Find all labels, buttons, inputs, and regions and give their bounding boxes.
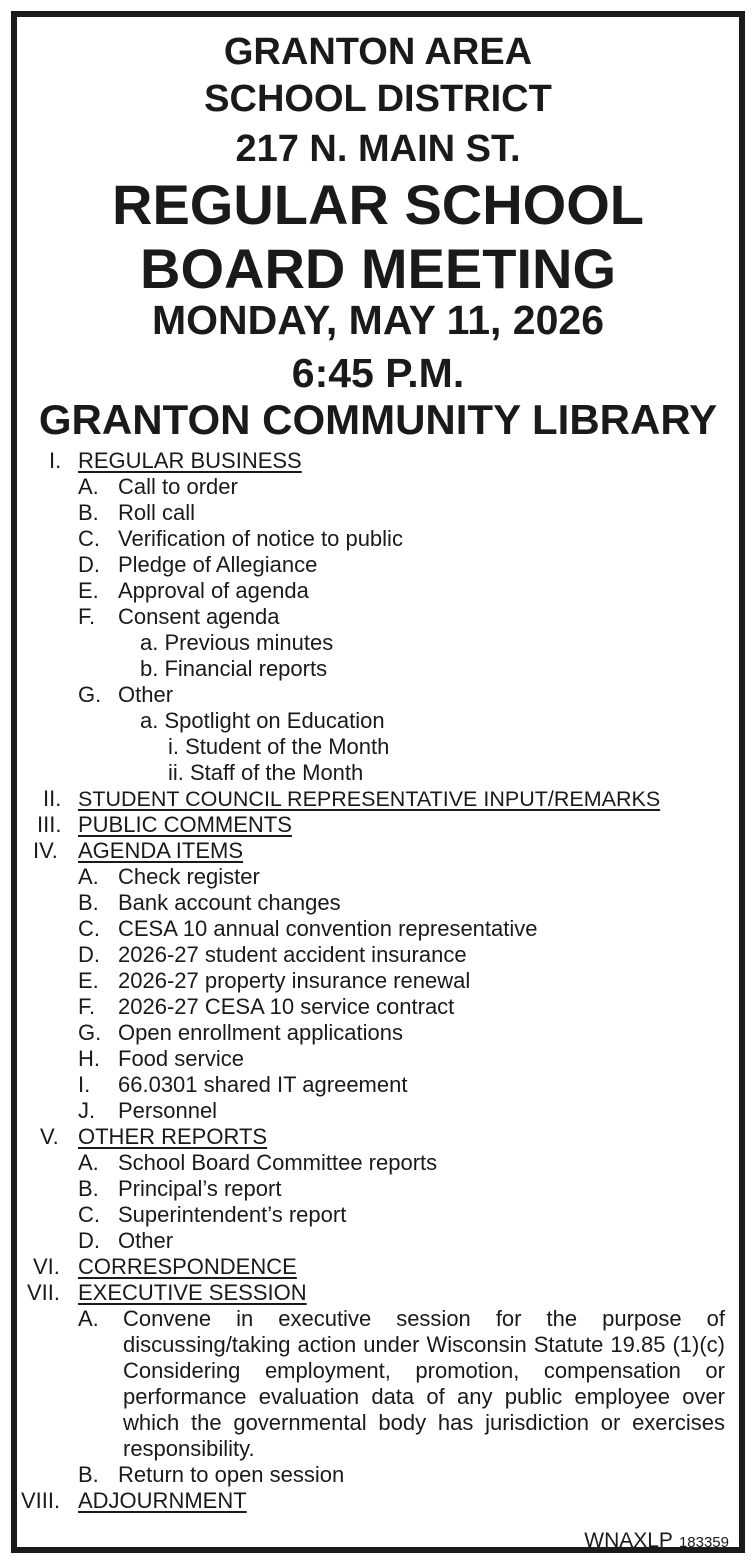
item-text: Pledge of Allegiance: [118, 552, 318, 577]
section-title: PUBLIC COMMENTS: [78, 812, 292, 837]
section-title: CORRESPONDENCE: [78, 1254, 297, 1279]
agenda-item: [17, 1020, 739, 1046]
item-letter: D.: [78, 1228, 100, 1253]
agenda-item-letter: A.: [78, 1306, 99, 1331]
agenda-section-1: [17, 448, 739, 474]
section-title: EXECUTIVE SESSION: [78, 1280, 307, 1305]
meeting-location: GRANTON COMMUNITY LIBRARY: [38, 396, 718, 443]
section-number: VIII.: [21, 1488, 61, 1513]
item-letter: J.: [78, 1098, 96, 1123]
agenda-list: [17, 17, 739, 1547]
agenda-item: [17, 1228, 739, 1254]
section-number: IV.: [33, 838, 58, 863]
item-text: Approval of agenda: [118, 578, 309, 603]
agenda-item: [17, 474, 739, 500]
item-text: Consent agenda: [118, 604, 280, 629]
item-text: CESA 10 annual convention representative: [118, 916, 538, 941]
agenda-item: [17, 994, 739, 1020]
item-text: Check register: [118, 864, 260, 889]
item-text: Roll call: [118, 500, 196, 525]
agenda-item: [17, 890, 739, 916]
agenda-subsubitem: ii. Staff of the Month: [168, 760, 364, 785]
agenda-item: [17, 500, 739, 526]
section-title: OTHER REPORTS: [78, 1124, 268, 1149]
agenda-subitem: a. Previous minutes: [140, 630, 334, 655]
item-letter: A.: [78, 1150, 99, 1175]
section-title: STUDENT COUNCIL REPRESENTATIVE INPUT/REMARKS: [78, 787, 661, 811]
agenda-item: [17, 1098, 739, 1124]
agenda-item: [17, 604, 739, 630]
header-line-board-meeting: BOARD MEETING: [140, 237, 616, 300]
item-text: Principal’s report: [118, 1176, 282, 1201]
item-letter: B.: [78, 1462, 99, 1487]
item-text: Open enrollment applications: [118, 1020, 403, 1045]
section-number: VII.: [27, 1280, 61, 1305]
item-letter: B.: [78, 500, 99, 525]
item-text: 2026-27 property insurance renewal: [118, 968, 471, 993]
legal-notice-footer: [584, 1529, 729, 1553]
item-letter: B.: [78, 890, 99, 915]
agenda-item: [17, 1072, 739, 1098]
item-letter: C.: [78, 1202, 100, 1227]
section-title: AGENDA ITEMS: [78, 838, 244, 863]
item-letter: D.: [78, 552, 100, 577]
agenda-subsubitem: i. Student of the Month: [168, 734, 390, 759]
publication-code: WNAXLP: [584, 1529, 673, 1552]
meeting-time: 6:45 P.M.: [291, 350, 465, 396]
legal-notice-frame: [11, 11, 745, 1553]
agenda-section-3: [17, 812, 739, 838]
agenda-item: [17, 526, 739, 552]
section-title: REGULAR BUSINESS: [78, 448, 302, 473]
meeting-date: MONDAY, MAY 11, 2026: [151, 297, 605, 343]
agenda-item: [17, 1462, 739, 1488]
item-letter: A.: [78, 864, 99, 889]
agenda-item: [17, 552, 739, 578]
agenda-section-7: [17, 1280, 739, 1306]
agenda-item: [17, 1046, 739, 1072]
agenda-section-8: [17, 1488, 739, 1514]
header-line-address: 217 N. MAIN ST.: [235, 128, 521, 170]
agenda-item: [17, 1202, 739, 1228]
agenda-item: [17, 968, 739, 994]
item-text: Call to order: [118, 474, 238, 499]
item-letter: C.: [78, 526, 100, 551]
agenda-subitem: b. Financial reports: [140, 656, 328, 681]
item-letter: E.: [78, 968, 99, 993]
item-letter: B.: [78, 1176, 99, 1201]
item-letter: G.: [78, 682, 102, 707]
item-letter: E.: [78, 578, 99, 603]
item-text: Verification of notice to public: [118, 526, 403, 551]
item-text: 2026-27 CESA 10 service contract: [118, 994, 455, 1019]
item-text: Personnel: [118, 1098, 218, 1123]
agenda-item: [17, 916, 739, 942]
item-letter: C.: [78, 916, 100, 941]
section-number: V.: [40, 1124, 59, 1149]
agenda-section-2: [17, 786, 739, 812]
item-text: 2026-27 student accident insurance: [118, 942, 467, 967]
ad-number: 183359: [678, 1534, 729, 1551]
agenda-section-4: [17, 838, 739, 864]
item-letter: D.: [78, 942, 100, 967]
agenda-item: [17, 864, 739, 890]
executive-session-paragraph: Convene in executive session for the purpose of discussing/taking action under Wisconsin Statute 19.85 (1)(c) Considering employment, promotion, compensation or performance evaluation data of any public employee over which the governmental body has jurisdiction or exercises responsibility.: [123, 1306, 725, 1461]
agenda-section-5: [17, 1124, 739, 1150]
item-letter: F.: [78, 994, 96, 1019]
item-letter: F.: [78, 604, 96, 629]
section-number: VI.: [33, 1254, 60, 1279]
section-number: III.: [37, 812, 62, 837]
section-title: ADJOURNMENT: [78, 1488, 247, 1513]
header-line-district-name: GRANTON AREA: [223, 31, 533, 73]
header-line-school-district: SCHOOL DISTRICT: [204, 78, 552, 120]
header-line-meeting-type: REGULAR SCHOOL: [112, 173, 644, 236]
agenda-item: [17, 578, 739, 604]
item-letter: G.: [78, 1020, 102, 1045]
item-text: Return to open session: [118, 1462, 345, 1487]
item-text: Bank account changes: [118, 890, 341, 915]
section-number: II.: [43, 786, 62, 811]
agenda-section-6: [17, 1254, 739, 1280]
item-text: Other: [118, 682, 174, 707]
item-letter: I.: [78, 1072, 91, 1097]
agenda-item: [17, 1176, 739, 1202]
item-text: Superintendent’s report: [118, 1202, 347, 1227]
item-text: School Board Committee reports: [118, 1150, 438, 1175]
item-letter: A.: [78, 474, 99, 499]
item-text: 66.0301 shared IT agreement: [118, 1072, 408, 1097]
item-letter: H.: [78, 1046, 100, 1071]
agenda-item: [17, 1150, 739, 1176]
agenda-item: [17, 942, 739, 968]
section-number: I.: [49, 448, 62, 473]
agenda-item: [17, 682, 739, 708]
item-text: Other: [118, 1228, 174, 1253]
agenda-subitem: a. Spotlight on Education: [140, 708, 385, 733]
item-text: Food service: [118, 1046, 244, 1071]
